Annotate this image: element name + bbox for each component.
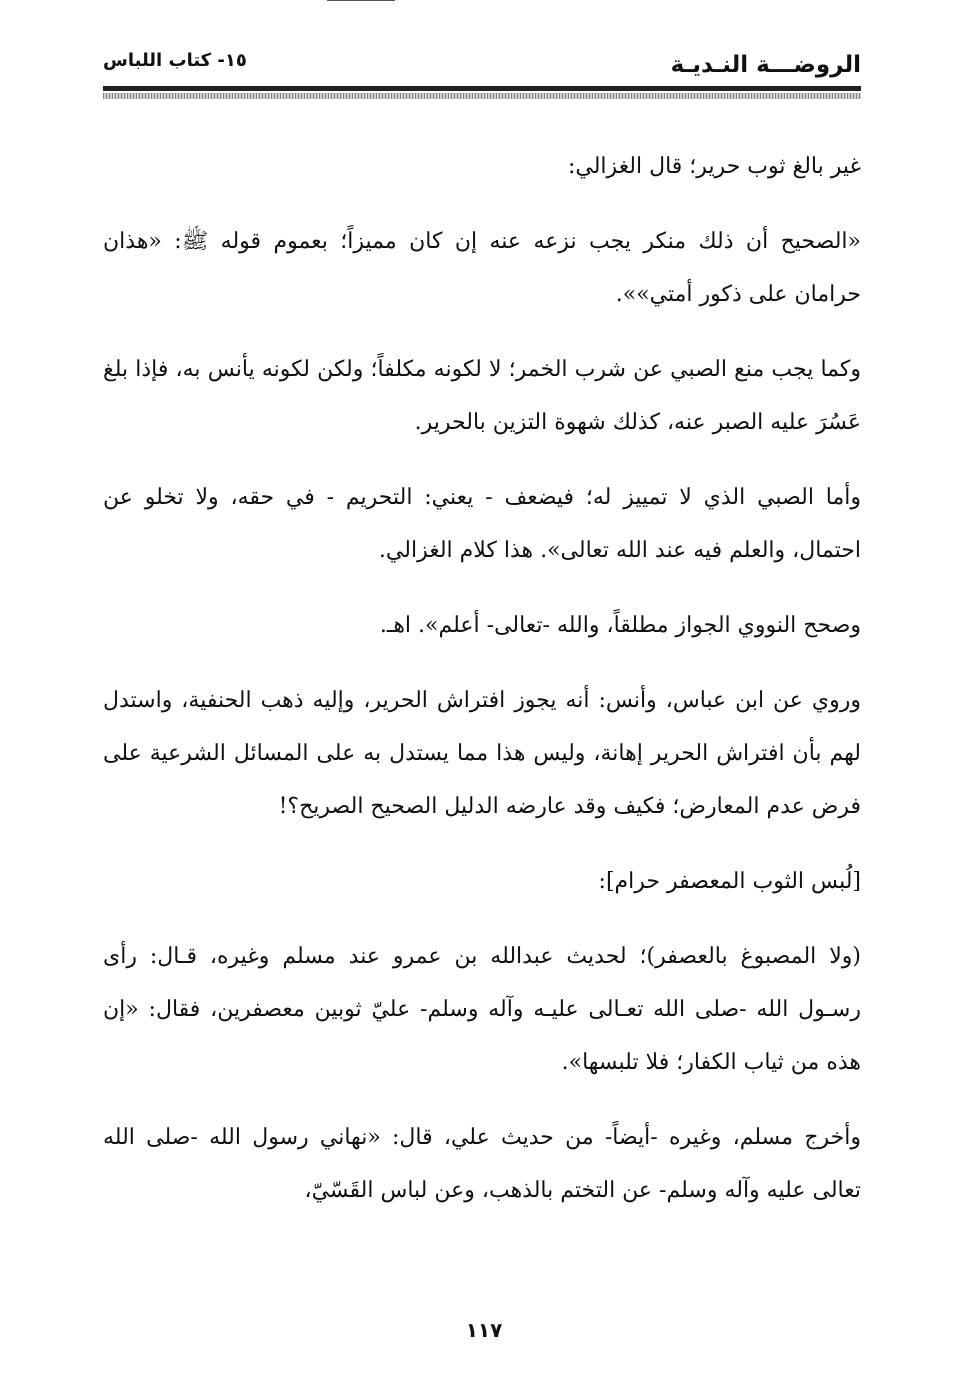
header-rule-dotted	[103, 93, 861, 99]
paragraph-1: غير بالغ ثوب حرير؛ قال الغزالي:	[567, 154, 861, 179]
header-rule	[103, 86, 861, 91]
paragraph-5: وصحح النووي الجواز مطلقاً، والله -تعالى- أعلم». اهـ.	[379, 613, 861, 638]
section-heading: [لُبس الثوب المعصفر حرام]:	[598, 869, 861, 894]
paragraph-6: وروي عن ابن عباس، وأنس: أنه يجوز افتراش الحرير، وإليه ذهب الحنفية، واستدل لهم بأن افتراش الحرير إهانة، وليس هذا مما يستدل به على المسائل الشرعية على فرض عدم المعارض؛ فكيف وقد عارضه الدليل الصحيح الصريح؟!	[103, 688, 861, 819]
chapter-title: ١٥- كتاب اللباس	[103, 50, 247, 71]
paragraph-7: (ولا المصبوغ بالعصفر)؛ لحديث عبدالله بن عمرو عند مسلم وغيره، قـال: رأى رسـول الله -صلى الله تعـالى عليـه وآله وسلم- عليّ ثوبين معصفرين، فقال: «إن هذه من ثياب الكفار؛ فلا تلبسها».	[103, 944, 861, 1075]
running-header	[103, 46, 861, 86]
page-body	[103, 140, 861, 1239]
top-scan-line	[327, 0, 395, 1]
paragraph-8: وأخرج مسلم، وغيره -أيضاً- من حديث علي، قال: «نهاني رسول الله -صلى الله تعالى عليه وآله وسلم- عن التختم بالذهب، وعن لباس القَسّيّ،	[103, 1125, 861, 1203]
book-title: الروضـــة النـديـة	[670, 52, 861, 78]
page-number: ١١٧	[465, 1318, 503, 1342]
paragraph-3: وكما يجب منع الصبي عن شرب الخمر؛ لا لكونه مكلفاً؛ ولكن لكونه يأنس به، فإذا بلغ عَسُرَ عليه الصبر عنه، كذلك شهوة التزين بالحرير.	[103, 357, 861, 435]
paragraph-4: وأما الصبي الذي لا تمييز له؛ فيضعف - يعني: التحريم - في حقه، ولا تخلو عن احتمال، والعلم فيه عند الله تعالى». هذا كلام الغزالي.	[103, 485, 861, 563]
paragraph-2: «الصحيح أن ذلك منكر يجب نزعه عنه إن كان مميزاً؛ بعموم قوله ﷺ: «هذان حرامان على ذكور أمتي»».	[103, 229, 861, 307]
